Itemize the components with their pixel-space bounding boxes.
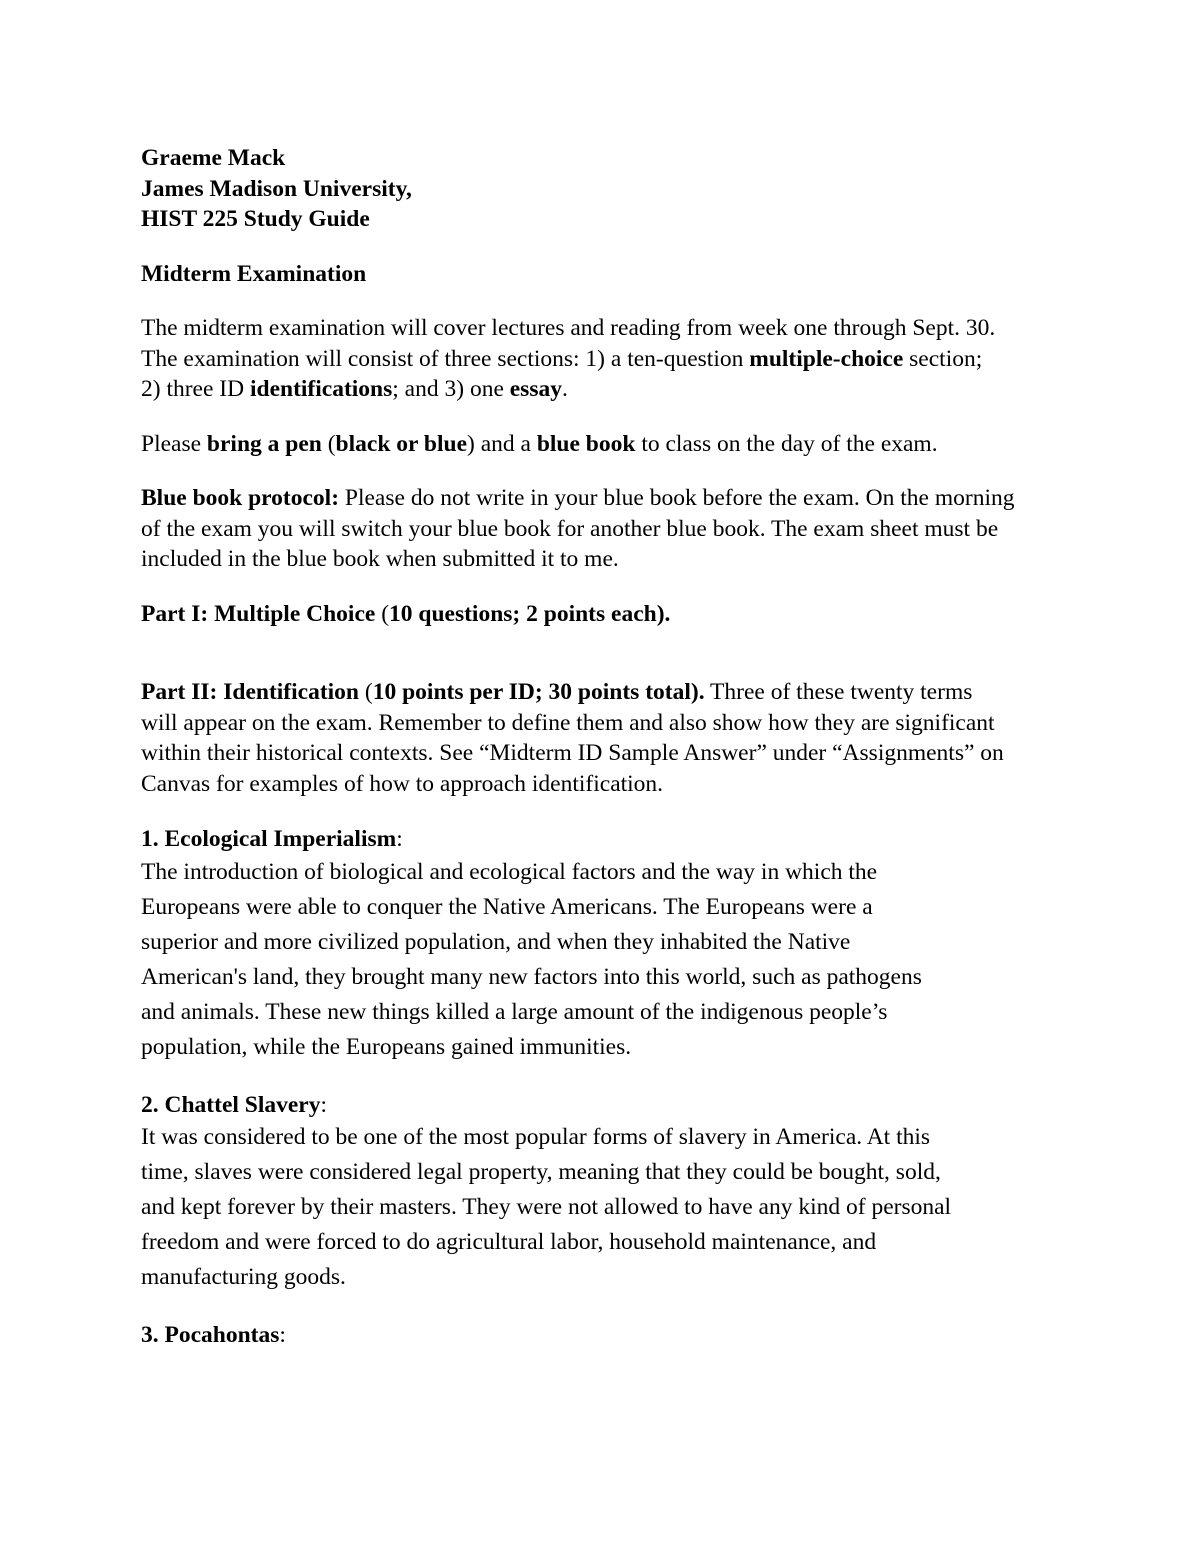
protocol-paragraph xyxy=(141,483,1141,575)
term-1-line: superior and more civilized population, and when they inhabited the Native xyxy=(141,928,851,955)
part-1-text: ( xyxy=(375,600,390,627)
bring-emphasis-color: black or blue xyxy=(335,430,467,457)
bring-emphasis-blue-book: blue book xyxy=(536,430,636,457)
bring-text: ) and a xyxy=(467,430,537,457)
part-2-line-1 xyxy=(141,677,1141,708)
term-1 xyxy=(141,824,1141,1065)
term-2-line: time, slaves were considered legal property, meaning that they could be bought, sold, xyxy=(141,1159,941,1185)
intro-text: section; xyxy=(903,345,983,372)
term-2 xyxy=(141,1090,1141,1296)
term-2-line: freedom and were forced to do agricultural labor, household maintenance, and xyxy=(141,1229,877,1255)
term-2-colon: : xyxy=(320,1091,328,1118)
part-2-line-2: will appear on the exam. Remember to define them and also show how they are significant xyxy=(141,709,995,736)
author-name: Graeme Mack xyxy=(141,145,286,171)
term-1-line: American's land, they brought many new factors into this world, such as pathogens xyxy=(141,963,922,990)
part-1-text: ). xyxy=(656,600,671,627)
protocol-label: Blue book protocol: xyxy=(141,485,340,511)
bring-text: to class on the day of the exam. xyxy=(635,430,938,457)
part-2-title: Part II: Identification xyxy=(141,679,360,705)
part-1-points: 10 questions; 2 points each xyxy=(389,600,657,627)
bring-emphasis-pen: bring a pen xyxy=(206,430,322,457)
part-2-text: ( xyxy=(359,679,373,705)
term-3-colon: : xyxy=(279,1322,286,1348)
protocol-line-1 xyxy=(141,483,1141,514)
part-2-paragraph xyxy=(141,677,1141,799)
part-1-heading xyxy=(141,599,1141,630)
protocol-line-3: included in the blue book when submitted it to me. xyxy=(141,546,619,572)
term-1-line: population, while the Europeans gained immunities. xyxy=(141,1033,632,1060)
term-3-heading xyxy=(141,1320,1141,1351)
part-2-text: ). xyxy=(690,679,705,705)
part-2-points: 10 points per ID; 30 points total xyxy=(372,679,691,705)
intro-text: 2) three ID xyxy=(141,376,250,402)
protocol-line-2: of the exam you will switch your blue book for another blue book. The exam sheet must be xyxy=(141,515,999,542)
bring-text: Please xyxy=(141,430,207,457)
intro-emphasis-essay: essay xyxy=(509,376,562,402)
intro-emphasis-identifications: identifications xyxy=(249,376,393,402)
part-2-line-3: within their historical contexts. See “Midterm ID Sample Answer” under “Assignments” on xyxy=(141,740,1004,766)
protocol-text: Please do not write in your blue book before the exam. On the morning xyxy=(339,485,1015,511)
term-1-heading xyxy=(141,824,1141,855)
intro-line-2 xyxy=(141,344,1141,375)
intro-paragraph xyxy=(141,313,1141,405)
document-page xyxy=(141,143,1141,1351)
term-3-title: 3. Pocahontas xyxy=(141,1322,280,1348)
term-1-line: Europeans were able to conquer the Native Americans. The Europeans were a xyxy=(141,893,873,920)
bring-text: ( xyxy=(321,430,336,457)
bring-paragraph xyxy=(141,429,1141,460)
term-3 xyxy=(141,1320,1141,1351)
university-name: James Madison University, xyxy=(141,175,412,202)
term-1-line: The introduction of biological and ecological factors and the way in which the xyxy=(141,858,878,885)
term-2-heading xyxy=(141,1090,1141,1121)
intro-text: The examination will consist of three sections: 1) a ten-question xyxy=(141,345,750,372)
part-2-line-4: Canvas for examples of how to approach identification. xyxy=(141,770,664,797)
term-1-title: 1. Ecological Imperialism xyxy=(141,826,397,852)
intro-text: . xyxy=(561,376,568,402)
term-2-line: It was considered to be one of the most popular forms of slavery in America. At this xyxy=(141,1124,931,1150)
term-2-line: manufacturing goods. xyxy=(141,1264,346,1290)
intro-emphasis-multiple-choice: multiple-choice xyxy=(749,345,904,372)
course-title: HIST 225 Study Guide xyxy=(141,206,370,232)
term-2-line: and kept forever by their masters. They were not allowed to have any kind of personal xyxy=(141,1194,952,1220)
exam-title: Midterm Examination xyxy=(141,260,367,287)
part-2-text: Three of these twenty terms xyxy=(704,679,973,705)
intro-text: ; and 3) one xyxy=(392,376,510,402)
part-1-title: Part I: Multiple Choice xyxy=(141,600,376,627)
term-1-colon: : xyxy=(396,826,403,852)
term-2-title: 2. Chattel Slavery xyxy=(141,1091,321,1118)
term-1-line: and animals. These new things killed a large amount of the indigenous people’s xyxy=(141,998,888,1025)
intro-line-3 xyxy=(141,374,1141,405)
intro-line-1: The midterm examination will cover lectures and reading from week one through Sept. 30. xyxy=(141,315,996,341)
